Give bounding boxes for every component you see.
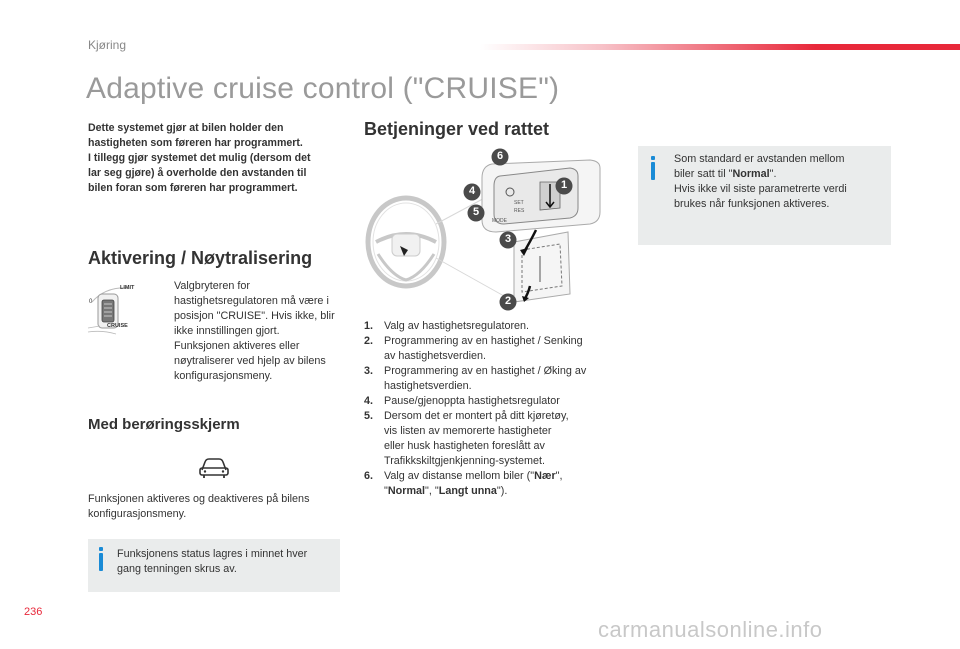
stalk-label-mode: MODE — [492, 218, 507, 224]
intro-text: Dette systemet gjør at bilen holder den hastigheten som føreren har programmert. I tillegg gjør systemet det mulig (dersom det lar seg gjøre) å overholde den avstanden til bilen foran som føreren har programmert. — [88, 122, 311, 194]
callout-4: 4 — [468, 185, 476, 197]
callout-5: 5 — [472, 206, 480, 218]
selector-label-cruise: CRUISE — [107, 323, 128, 329]
page-number: 236 — [24, 606, 43, 618]
callout-2: 2 — [504, 295, 512, 307]
info-icon — [99, 547, 103, 551]
callout-6: 6 — [496, 150, 504, 162]
touchscreen-text: Funksjonen aktiveres og deaktiveres på bilens konfigurasjonsmeny. — [88, 493, 310, 520]
activation-text: Valgbryteren for hastighetsregulatoren må være i posisjon "CRUISE". Hvis ikke, blir ikke innstillingen gjort. Funksjonen aktiveres eller nøytraliserer ved hjelp av bilens konfigurasjonsmeny. — [174, 280, 335, 382]
list-item: 3. Programmering av en hastighet / Øking av hastighetsverdien. — [364, 365, 587, 392]
default-distance-note: Som standard er avstanden mellom biler satt til "Normal". Hvis ikke vil siste parametrerte verdi brukes når funksjonen aktiveres. — [638, 146, 891, 245]
list-item: 1. Valg av hastighetsregulatoren. — [364, 320, 530, 332]
speed-selector-illustration — [86, 280, 152, 338]
controls-steps-list — [364, 319, 620, 499]
callout-3: 3 — [504, 233, 512, 245]
watermark: carmanualsonline.info — [598, 617, 823, 642]
list-item: 2. Programmering av en hastighet / Senking av hastighetsverdien. — [364, 335, 583, 362]
activation-heading: Aktivering / Nøytralisering — [88, 248, 313, 268]
steering-wheel-diagram — [364, 146, 616, 316]
selector-label-zero: 0 — [89, 299, 93, 305]
callout-1: 1 — [560, 179, 568, 191]
list-item: 4. Pause/gjenoppta hastighetsregulator — [364, 395, 560, 407]
controls-heading: Betjeninger ved rattet — [364, 119, 550, 139]
section-label: Kjøring — [88, 38, 127, 52]
stalk-label-res: RES — [514, 208, 525, 214]
list-item: 6. Valg av distanse mellom biler ("Nær", "Normal", "Langt unna"). — [364, 470, 563, 497]
selector-label-limit: LIMIT — [120, 285, 135, 291]
car-icon — [198, 455, 230, 484]
steering-controls-illustration — [364, 146, 616, 316]
header-accent-bar — [480, 44, 960, 50]
speed-selector-icon — [86, 280, 152, 338]
touchscreen-heading: Med berøringsskjerm — [88, 416, 240, 433]
status-note-box: Funksjonens status lagres i minnet hver gang tenningen skrus av. — [88, 539, 340, 592]
info-icon — [651, 156, 655, 160]
stalk-label-set: SET — [514, 200, 524, 206]
page-title: Adaptive cruise control ("CRUISE") — [86, 72, 560, 105]
list-item: 5. Dersom det er montert på ditt kjøretøy, vis listen av memorerte hastigheter eller husk hastigheten foreslått av Trafikkskiltgjenkjenning-systemet. — [364, 410, 569, 467]
